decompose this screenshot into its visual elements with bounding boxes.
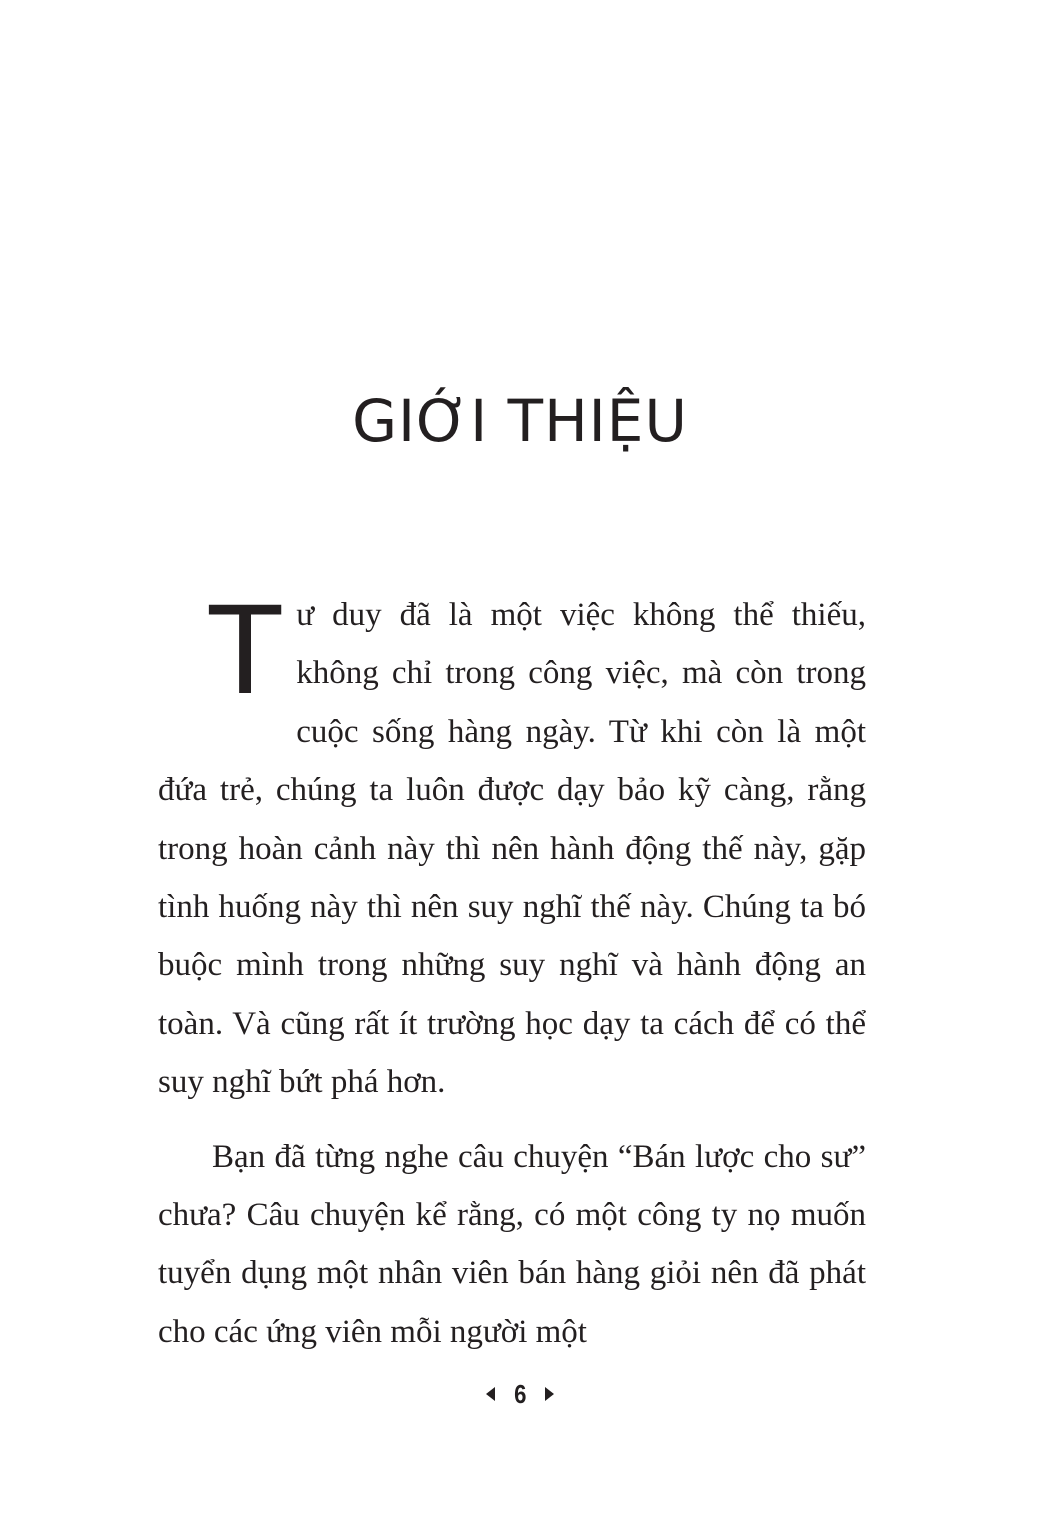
page-navigation [0,1374,1040,1414]
drop-cap: T [206,578,285,721]
paragraph-1-text: ư duy đã là một việc không thể thiếu, không chỉ trong công việc, mà còn trong cuộc sống hàng ngày. Từ khi còn là một đứa trẻ, chúng ta luôn được dạy bảo kỹ càng, rằng trong hoàn cảnh này thì nên hành động thế này, gặp tình huống này thì nên suy nghĩ thế này. Chúng ta bó buộc mình trong những suy nghĩ và hành động an toàn. Và cũng rất ít trường học dạy ta cách để có thể suy nghĩ bứt phá hơn. [158,597,866,1101]
page-number: 6 [513,1378,527,1409]
paragraph-2: Bạn đã từng nghe câu chuyện “Bán lược cho sư” chưa? Câu chuyện kể rằng, có một công ty nọ muốn tuyển dụng một nhân viên bán hàng giỏi nên đã phát cho các ứng viên mỗi người một [158,1138,866,1350]
chapter-title: GIỚI THIỆU [352,387,688,455]
body-text [158,578,866,1361]
paragraph-1 [158,578,866,1128]
triangle-right-icon[interactable] [545,1387,554,1401]
triangle-left-icon[interactable] [486,1387,495,1401]
